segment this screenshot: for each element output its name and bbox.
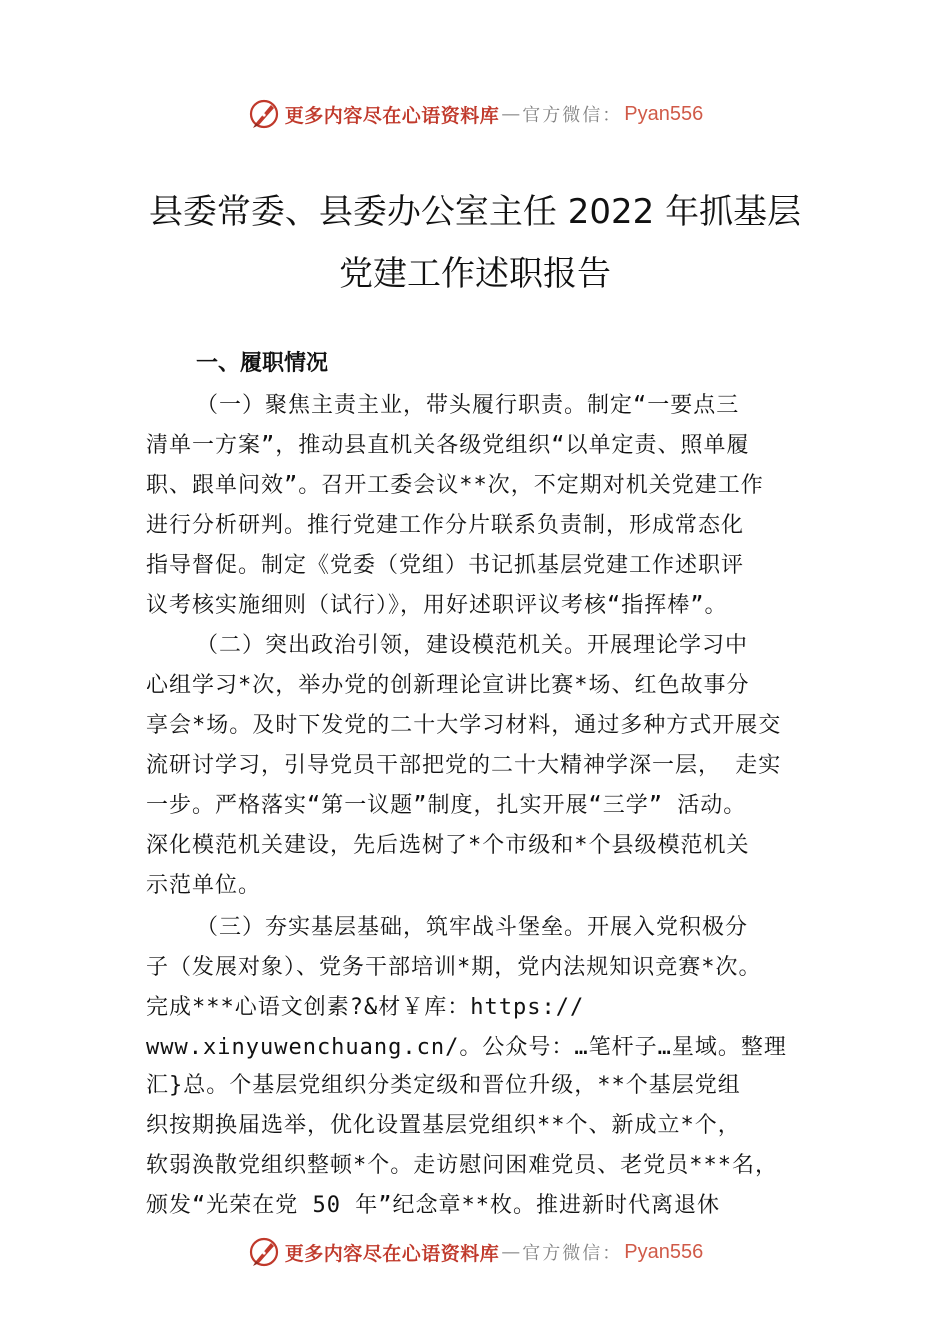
section-heading: 一、履职情况 bbox=[196, 351, 329, 376]
body-line: （一）聚焦主责主业，带头履行职责。制定“一要点三 bbox=[196, 393, 740, 418]
body-line: 进行分析研判。推行党建工作分片联系负责制，形成常态化 bbox=[146, 513, 745, 538]
banner-wechat-id: Pyan556 bbox=[624, 102, 704, 125]
body-line: 流研讨学习，引导党员干部把党的二十大精神学深一层， 走实 bbox=[146, 753, 782, 778]
header-banner bbox=[0, 92, 950, 136]
body-line: 心组学习*次，举办党的创新理论宣讲比赛*场、红色故事分 bbox=[146, 673, 750, 698]
banner-separator: — bbox=[501, 1241, 521, 1263]
body-line: 职、跟单问效”。召开工委会议**次，不定期对机关党建工作 bbox=[146, 473, 764, 498]
fountain-pen-logo-icon bbox=[247, 1235, 281, 1269]
document-title-line-2: 党建工作述职报告 bbox=[339, 254, 611, 294]
body-line: 深化模范机关建设，先后选树了*个市级和*个县级模范机关 bbox=[146, 833, 750, 858]
body-line: （二）突出政治引领，建设模范机关。开展理论学习中 bbox=[196, 633, 749, 658]
body-line: 完成***心语文创素?&材￥库：https:// bbox=[146, 995, 585, 1020]
body-line: （三）夯实基层基础，筑牢战斗堡垒。开展入党积极分 bbox=[196, 915, 749, 940]
banner-wechat-id: Pyan556 bbox=[624, 1240, 704, 1263]
body-line: 子（发展对象）、党务干部培训*期，党内法规知识竞赛*次。 bbox=[146, 955, 762, 980]
body-line: 一步。严格落实“第一议题”制度，扎实开展“三学” 活动。 bbox=[146, 793, 747, 818]
body-line: 汇}总。个基层党组织分类定级和晋位升级，**个基层党组 bbox=[146, 1073, 741, 1098]
body-line: 清单一方案”，推动县直机关各级党组织“以单定责、照单履 bbox=[146, 433, 750, 458]
banner-slogan: 更多内容尽在心语资料库 bbox=[284, 1242, 500, 1265]
body-line: 示范单位。 bbox=[146, 873, 262, 898]
banner-wechat-label: 官方微信： bbox=[522, 1243, 623, 1264]
body-line: 织按期换届选举，优化设置基层党组织**个、新成立*个， bbox=[146, 1113, 741, 1138]
banner-wechat-label: 官方微信： bbox=[522, 105, 623, 126]
document-title-line-1: 县委常委、县委办公室主任 2022 年抓基层 bbox=[148, 192, 802, 232]
body-line: 软弱涣散党组织整顿*个。走访慰问困难党员、老党员***名， bbox=[146, 1153, 778, 1178]
fountain-pen-logo-icon bbox=[247, 97, 281, 131]
body-line: 颁发“光荣在党 50 年”纪念章**枚。推进新时代离退休 bbox=[146, 1193, 720, 1218]
body-line: www.xinyuwenchuang.cn/。公众号：…笔杆子…星域。整理 bbox=[146, 1035, 787, 1060]
banner-slogan: 更多内容尽在心语资料库 bbox=[284, 104, 500, 127]
body-line: 议考核实施细则（试行）》，用好述职评议考核“指挥棒”。 bbox=[146, 593, 728, 618]
body-line: 指导督促。制定《党委（党组）书记抓基层党建工作述职评 bbox=[146, 553, 745, 578]
body-line: 享会*场。及时下发党的二十大学习材料，通过多种方式开展交 bbox=[146, 713, 782, 738]
footer-banner bbox=[0, 1230, 950, 1274]
banner-separator: — bbox=[501, 103, 521, 125]
